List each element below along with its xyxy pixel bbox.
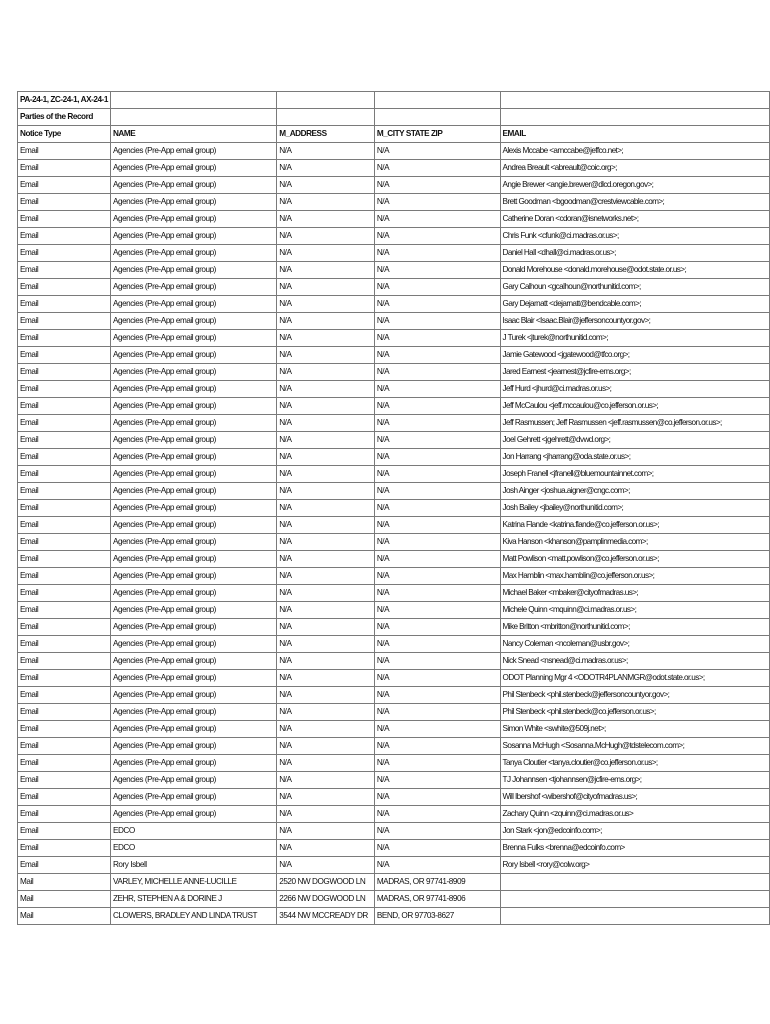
- table-row: [18, 891, 770, 908]
- city-state-zip-cell: N/A: [374, 585, 500, 602]
- name-cell: Agencies (Pre-App email group): [110, 789, 276, 806]
- table-row: [18, 721, 770, 738]
- email-cell: Catherine Doran <cdoran@isnetworks.net>;: [500, 211, 769, 228]
- table-row: [18, 823, 770, 840]
- empty-cell: [500, 92, 769, 109]
- address-cell: N/A: [277, 381, 375, 398]
- email-cell: Isaac Blair <Isaac.Blair@jeffersoncountyor.gov>;: [500, 313, 769, 330]
- name-cell: Agencies (Pre-App email group): [110, 143, 276, 160]
- address-cell: N/A: [277, 245, 375, 262]
- name-cell: Agencies (Pre-App email group): [110, 687, 276, 704]
- notice-type-cell: Email: [18, 687, 111, 704]
- notice-type-cell: Email: [18, 177, 111, 194]
- name-cell: Agencies (Pre-App email group): [110, 517, 276, 534]
- empty-cell: [374, 92, 500, 109]
- email-cell: [500, 908, 769, 925]
- address-cell: N/A: [277, 653, 375, 670]
- email-cell: Donald Morehouse <donald.morehouse@odot.state.or.us>;: [500, 262, 769, 279]
- email-cell: Katrina Flande <katrina.flande@co.jefferson.or.us>;: [500, 517, 769, 534]
- city-state-zip-cell: N/A: [374, 619, 500, 636]
- notice-type-cell: Email: [18, 534, 111, 551]
- notice-type-cell: Email: [18, 670, 111, 687]
- city-state-zip-cell: N/A: [374, 262, 500, 279]
- notice-type-cell: Email: [18, 619, 111, 636]
- city-state-zip-cell: N/A: [374, 653, 500, 670]
- email-cell: [500, 874, 769, 891]
- table-row: [18, 874, 770, 891]
- email-cell: Chris Funk <cfunk@ci.madras.or.us>;: [500, 228, 769, 245]
- notice-type-cell: Email: [18, 432, 111, 449]
- address-cell: N/A: [277, 755, 375, 772]
- notice-type-cell: Email: [18, 364, 111, 381]
- notice-type-cell: Email: [18, 602, 111, 619]
- address-cell: N/A: [277, 143, 375, 160]
- notice-type-cell: Email: [18, 840, 111, 857]
- email-cell: Jon Harrang <jharrang@oda.state.or.us>;: [500, 449, 769, 466]
- table-row: [18, 347, 770, 364]
- name-cell: ZEHR, STEPHEN A & DORINE J: [110, 891, 276, 908]
- name-cell: EDCO: [110, 840, 276, 857]
- notice-type-cell: Email: [18, 466, 111, 483]
- notice-type-cell: Email: [18, 211, 111, 228]
- table-row: [18, 534, 770, 551]
- notice-type-cell: Email: [18, 398, 111, 415]
- table-row: [18, 908, 770, 925]
- table-row: [18, 500, 770, 517]
- notice-type-cell: Email: [18, 857, 111, 874]
- name-cell: Agencies (Pre-App email group): [110, 381, 276, 398]
- name-cell: Agencies (Pre-App email group): [110, 670, 276, 687]
- table-row: [18, 738, 770, 755]
- address-cell: N/A: [277, 194, 375, 211]
- address-cell: N/A: [277, 568, 375, 585]
- empty-cell: [277, 109, 375, 126]
- name-cell: Agencies (Pre-App email group): [110, 721, 276, 738]
- email-cell: Michael Baker <mbaker@cityofmadras.us>;: [500, 585, 769, 602]
- city-state-zip-cell: N/A: [374, 517, 500, 534]
- notice-type-cell: Email: [18, 449, 111, 466]
- notice-type-cell: Email: [18, 772, 111, 789]
- city-state-zip-cell: N/A: [374, 449, 500, 466]
- city-state-zip-cell: N/A: [374, 500, 500, 517]
- name-cell: Agencies (Pre-App email group): [110, 245, 276, 262]
- table-row: [18, 517, 770, 534]
- notice-type-cell: Email: [18, 415, 111, 432]
- name-cell: Agencies (Pre-App email group): [110, 500, 276, 517]
- email-cell: Nick Snead <nsnead@ci.madras.or.us>;: [500, 653, 769, 670]
- table-row: [18, 279, 770, 296]
- city-state-zip-cell: MADRAS, OR 97741-8906: [374, 891, 500, 908]
- table-row: [18, 194, 770, 211]
- address-cell: N/A: [277, 704, 375, 721]
- table-row: [18, 772, 770, 789]
- empty-cell: [110, 92, 276, 109]
- city-state-zip-cell: N/A: [374, 279, 500, 296]
- column-header-address: M_ADDRESS: [277, 126, 375, 143]
- table-row: [18, 296, 770, 313]
- notice-type-cell: Email: [18, 551, 111, 568]
- address-cell: N/A: [277, 670, 375, 687]
- email-cell: Kiva Hanson <khanson@pamplinmedia.com>;: [500, 534, 769, 551]
- city-state-zip-cell: N/A: [374, 211, 500, 228]
- name-cell: Agencies (Pre-App email group): [110, 347, 276, 364]
- name-cell: Agencies (Pre-App email group): [110, 432, 276, 449]
- name-cell: Agencies (Pre-App email group): [110, 772, 276, 789]
- city-state-zip-cell: N/A: [374, 551, 500, 568]
- address-cell: N/A: [277, 619, 375, 636]
- name-cell: EDCO: [110, 823, 276, 840]
- name-cell: Agencies (Pre-App email group): [110, 568, 276, 585]
- email-cell: ODOT Planning Mgr 4 <ODOTR4PLANMGR@odot.state.or.us>;: [500, 670, 769, 687]
- city-state-zip-cell: N/A: [374, 789, 500, 806]
- notice-type-cell: Email: [18, 704, 111, 721]
- name-cell: Agencies (Pre-App email group): [110, 398, 276, 415]
- email-cell: Joseph Franell <jfranell@bluemountainnet.com>;: [500, 466, 769, 483]
- address-cell: N/A: [277, 857, 375, 874]
- email-cell: Joel Gehrett <jgehrett@dvwd.org>;: [500, 432, 769, 449]
- address-cell: N/A: [277, 687, 375, 704]
- email-cell: Phil Stenbeck <phil.stenbeck@co.jefferson.or.us>;: [500, 704, 769, 721]
- city-state-zip-cell: N/A: [374, 398, 500, 415]
- address-cell: N/A: [277, 296, 375, 313]
- empty-cell: [277, 92, 375, 109]
- email-cell: Brett Goodman <bgoodman@crestviewcable.com>;: [500, 194, 769, 211]
- name-cell: Agencies (Pre-App email group): [110, 194, 276, 211]
- notice-type-cell: Email: [18, 721, 111, 738]
- notice-type-cell: Email: [18, 381, 111, 398]
- address-cell: N/A: [277, 721, 375, 738]
- table-row: [18, 160, 770, 177]
- notice-type-cell: Email: [18, 228, 111, 245]
- city-state-zip-cell: N/A: [374, 381, 500, 398]
- name-cell: Agencies (Pre-App email group): [110, 534, 276, 551]
- city-state-zip-cell: N/A: [374, 364, 500, 381]
- address-cell: 2266 NW DOGWOOD LN: [277, 891, 375, 908]
- notice-type-cell: Mail: [18, 874, 111, 891]
- title-line-2: Parties of the Record: [18, 109, 111, 126]
- table-row: [18, 398, 770, 415]
- notice-type-cell: Email: [18, 347, 111, 364]
- email-cell: Jamie Gatewood <jgatewood@tfco.org>;: [500, 347, 769, 364]
- notice-type-cell: Email: [18, 806, 111, 823]
- notice-type-cell: Email: [18, 160, 111, 177]
- table-row: [18, 636, 770, 653]
- email-cell: Jeff McCaulou <jeff.mccaulou@co.jefferson.or.us>;: [500, 398, 769, 415]
- table-row: [18, 466, 770, 483]
- table-row: [18, 262, 770, 279]
- name-cell: Agencies (Pre-App email group): [110, 313, 276, 330]
- email-cell: Jeff Rasmussen; Jeff Rasmussen <jeff.rasmussen@co.jefferson.or.us>;: [500, 415, 769, 432]
- email-cell: Jon Stark <jon@edcoinfo.com>;: [500, 823, 769, 840]
- notice-type-cell: Email: [18, 568, 111, 585]
- address-cell: N/A: [277, 738, 375, 755]
- email-cell: [500, 891, 769, 908]
- city-state-zip-cell: N/A: [374, 228, 500, 245]
- column-header-name: NAME: [110, 126, 276, 143]
- table-row: [18, 568, 770, 585]
- table-row: [18, 415, 770, 432]
- notice-type-cell: Email: [18, 636, 111, 653]
- name-cell: Agencies (Pre-App email group): [110, 415, 276, 432]
- city-state-zip-cell: MADRAS, OR 97741-8909: [374, 874, 500, 891]
- name-cell: VARLEY, MICHELLE ANNE-LUCILLE: [110, 874, 276, 891]
- email-cell: Gary Calhoun <gcalhoun@northunitid.com>;: [500, 279, 769, 296]
- address-cell: N/A: [277, 160, 375, 177]
- table-row: [18, 585, 770, 602]
- email-cell: Mike Britton <mbritton@northunitid.com>;: [500, 619, 769, 636]
- notice-type-cell: Mail: [18, 891, 111, 908]
- name-cell: Agencies (Pre-App email group): [110, 755, 276, 772]
- notice-type-cell: Email: [18, 262, 111, 279]
- address-cell: N/A: [277, 211, 375, 228]
- notice-type-cell: Mail: [18, 908, 111, 925]
- name-cell: Agencies (Pre-App email group): [110, 806, 276, 823]
- notice-type-cell: Email: [18, 517, 111, 534]
- city-state-zip-cell: N/A: [374, 687, 500, 704]
- email-cell: Simon White <swhite@509j.net>;: [500, 721, 769, 738]
- notice-type-cell: Email: [18, 296, 111, 313]
- notice-type-cell: Email: [18, 755, 111, 772]
- city-state-zip-cell: N/A: [374, 313, 500, 330]
- email-cell: Daniel Hall <dhall@ci.madras.or.us>;: [500, 245, 769, 262]
- address-cell: N/A: [277, 330, 375, 347]
- notice-type-cell: Email: [18, 143, 111, 160]
- email-cell: J Turek <jturek@northunitid.com>;: [500, 330, 769, 347]
- city-state-zip-cell: N/A: [374, 840, 500, 857]
- empty-cell: [374, 109, 500, 126]
- table-row: [18, 245, 770, 262]
- header-row: [18, 126, 770, 143]
- city-state-zip-cell: N/A: [374, 738, 500, 755]
- name-cell: Agencies (Pre-App email group): [110, 449, 276, 466]
- city-state-zip-cell: N/A: [374, 483, 500, 500]
- address-cell: N/A: [277, 432, 375, 449]
- address-cell: N/A: [277, 228, 375, 245]
- empty-cell: [110, 109, 276, 126]
- table-row: [18, 687, 770, 704]
- email-cell: Andrea Breault <abreault@coic.org>;: [500, 160, 769, 177]
- table-body: [18, 92, 770, 925]
- notice-type-cell: Email: [18, 279, 111, 296]
- address-cell: N/A: [277, 177, 375, 194]
- city-state-zip-cell: N/A: [374, 466, 500, 483]
- column-header-city-state-zip: M_CITY STATE ZIP: [374, 126, 500, 143]
- name-cell: Agencies (Pre-App email group): [110, 619, 276, 636]
- city-state-zip-cell: N/A: [374, 534, 500, 551]
- name-cell: Agencies (Pre-App email group): [110, 466, 276, 483]
- name-cell: Agencies (Pre-App email group): [110, 738, 276, 755]
- notice-type-cell: Email: [18, 738, 111, 755]
- empty-cell: [500, 109, 769, 126]
- address-cell: N/A: [277, 500, 375, 517]
- table-row: [18, 840, 770, 857]
- table-row: [18, 806, 770, 823]
- table-row: [18, 857, 770, 874]
- table-row: [18, 789, 770, 806]
- address-cell: N/A: [277, 449, 375, 466]
- address-cell: N/A: [277, 398, 375, 415]
- address-cell: N/A: [277, 415, 375, 432]
- name-cell: Agencies (Pre-App email group): [110, 228, 276, 245]
- notice-type-cell: Email: [18, 823, 111, 840]
- city-state-zip-cell: N/A: [374, 143, 500, 160]
- table-row: [18, 755, 770, 772]
- notice-type-cell: Email: [18, 313, 111, 330]
- name-cell: Agencies (Pre-App email group): [110, 177, 276, 194]
- address-cell: N/A: [277, 823, 375, 840]
- table-row: [18, 483, 770, 500]
- city-state-zip-cell: N/A: [374, 755, 500, 772]
- notice-type-cell: Email: [18, 653, 111, 670]
- email-cell: Sosanna McHugh <Sosanna.McHugh@tdstelecom.com>;: [500, 738, 769, 755]
- name-cell: CLOWERS, BRADLEY AND LINDA TRUST: [110, 908, 276, 925]
- name-cell: Agencies (Pre-App email group): [110, 704, 276, 721]
- email-cell: Jeff Hurd <jhurd@ci.madras.or.us>;: [500, 381, 769, 398]
- city-state-zip-cell: N/A: [374, 347, 500, 364]
- address-cell: N/A: [277, 772, 375, 789]
- address-cell: N/A: [277, 364, 375, 381]
- address-cell: N/A: [277, 636, 375, 653]
- table-row: [18, 653, 770, 670]
- table-row: [18, 551, 770, 568]
- table-row: [18, 670, 770, 687]
- table-row: [18, 228, 770, 245]
- title-row: [18, 92, 770, 109]
- city-state-zip-cell: N/A: [374, 602, 500, 619]
- name-cell: Agencies (Pre-App email group): [110, 636, 276, 653]
- address-cell: N/A: [277, 585, 375, 602]
- email-cell: Will Ibershof <wibershof@cityofmadras.us>;: [500, 789, 769, 806]
- notice-type-cell: Email: [18, 245, 111, 262]
- name-cell: Agencies (Pre-App email group): [110, 262, 276, 279]
- notice-type-cell: Email: [18, 585, 111, 602]
- email-cell: Michele Quinn <mquinn@ci.madras.or.us>;: [500, 602, 769, 619]
- email-cell: Nancy Coleman <ncoleman@usbr.gov>;: [500, 636, 769, 653]
- name-cell: Agencies (Pre-App email group): [110, 160, 276, 177]
- city-state-zip-cell: N/A: [374, 194, 500, 211]
- notice-type-cell: Email: [18, 194, 111, 211]
- email-cell: Brenna Fulks <brenna@edcoinfo.com>: [500, 840, 769, 857]
- address-cell: N/A: [277, 347, 375, 364]
- address-cell: N/A: [277, 806, 375, 823]
- notice-type-cell: Email: [18, 483, 111, 500]
- table-row: [18, 211, 770, 228]
- table-row: [18, 619, 770, 636]
- email-cell: Matt Powlison <matt.powlison@co.jefferson.or.us>;: [500, 551, 769, 568]
- table-row: [18, 330, 770, 347]
- name-cell: Agencies (Pre-App email group): [110, 279, 276, 296]
- address-cell: N/A: [277, 483, 375, 500]
- email-cell: Rory Isbell <rory@colw.org>: [500, 857, 769, 874]
- email-cell: Jared Earnest <jearnest@jcfire-ems.org>;: [500, 364, 769, 381]
- column-header-notice-type: Notice Type: [18, 126, 111, 143]
- email-cell: Alexis Mccabe <amccabe@jeffco.net>;: [500, 143, 769, 160]
- city-state-zip-cell: N/A: [374, 245, 500, 262]
- city-state-zip-cell: N/A: [374, 177, 500, 194]
- notice-type-cell: Email: [18, 789, 111, 806]
- email-cell: Josh Bailey <jbailey@northunitid.com>;: [500, 500, 769, 517]
- city-state-zip-cell: N/A: [374, 806, 500, 823]
- table-row: [18, 364, 770, 381]
- city-state-zip-cell: N/A: [374, 823, 500, 840]
- city-state-zip-cell: N/A: [374, 636, 500, 653]
- title-line-1: PA-24-1, ZC-24-1, AX-24-1: [18, 92, 111, 109]
- address-cell: N/A: [277, 534, 375, 551]
- address-cell: N/A: [277, 840, 375, 857]
- table-row: [18, 177, 770, 194]
- city-state-zip-cell: N/A: [374, 721, 500, 738]
- table-row: [18, 313, 770, 330]
- email-cell: TJ Johannsen <tjohannsen@jcfire-ems.org>;: [500, 772, 769, 789]
- email-cell: Phil Stenbeck <phil.stenbeck@jeffersoncountyor.gov>;: [500, 687, 769, 704]
- name-cell: Agencies (Pre-App email group): [110, 211, 276, 228]
- table-row: [18, 602, 770, 619]
- email-cell: Josh Ainger <joshua.aigner@cngc.com>;: [500, 483, 769, 500]
- address-cell: N/A: [277, 517, 375, 534]
- city-state-zip-cell: N/A: [374, 296, 500, 313]
- city-state-zip-cell: N/A: [374, 704, 500, 721]
- address-cell: N/A: [277, 466, 375, 483]
- title-row: [18, 109, 770, 126]
- email-cell: Zachary Quinn <zquinn@ci.madras.or.us>: [500, 806, 769, 823]
- address-cell: N/A: [277, 602, 375, 619]
- table-row: [18, 704, 770, 721]
- notice-type-cell: Email: [18, 330, 111, 347]
- email-cell: Tanya Cloutier <tanya.cloutier@co.jefferson.or.us>;: [500, 755, 769, 772]
- name-cell: Agencies (Pre-App email group): [110, 653, 276, 670]
- email-cell: Angie Brewer <angie.brewer@dlcd.oregon.gov>;: [500, 177, 769, 194]
- table-row: [18, 381, 770, 398]
- city-state-zip-cell: N/A: [374, 432, 500, 449]
- table-row: [18, 432, 770, 449]
- name-cell: Agencies (Pre-App email group): [110, 364, 276, 381]
- city-state-zip-cell: N/A: [374, 568, 500, 585]
- address-cell: N/A: [277, 789, 375, 806]
- name-cell: Agencies (Pre-App email group): [110, 483, 276, 500]
- notice-type-cell: Email: [18, 500, 111, 517]
- name-cell: Agencies (Pre-App email group): [110, 585, 276, 602]
- name-cell: Agencies (Pre-App email group): [110, 602, 276, 619]
- name-cell: Agencies (Pre-App email group): [110, 330, 276, 347]
- address-cell: N/A: [277, 313, 375, 330]
- email-cell: Max Hamblin <max.hamblin@co.jefferson.or.us>;: [500, 568, 769, 585]
- name-cell: Rory Isbell: [110, 857, 276, 874]
- table-row: [18, 143, 770, 160]
- address-cell: 2520 NW DOGWOOD LN: [277, 874, 375, 891]
- column-header-email: EMAIL: [500, 126, 769, 143]
- city-state-zip-cell: N/A: [374, 415, 500, 432]
- city-state-zip-cell: N/A: [374, 160, 500, 177]
- address-cell: N/A: [277, 279, 375, 296]
- address-cell: N/A: [277, 262, 375, 279]
- name-cell: Agencies (Pre-App email group): [110, 551, 276, 568]
- city-state-zip-cell: N/A: [374, 330, 500, 347]
- address-cell: N/A: [277, 551, 375, 568]
- email-cell: Gary Dejarnatt <dejarnatt@bendcable.com>;: [500, 296, 769, 313]
- city-state-zip-cell: N/A: [374, 670, 500, 687]
- city-state-zip-cell: BEND, OR 97703-8627: [374, 908, 500, 925]
- table-row: [18, 449, 770, 466]
- address-cell: 3544 NW MCCREADY DR: [277, 908, 375, 925]
- name-cell: Agencies (Pre-App email group): [110, 296, 276, 313]
- city-state-zip-cell: N/A: [374, 772, 500, 789]
- parties-of-record-table: [17, 91, 770, 925]
- city-state-zip-cell: N/A: [374, 857, 500, 874]
